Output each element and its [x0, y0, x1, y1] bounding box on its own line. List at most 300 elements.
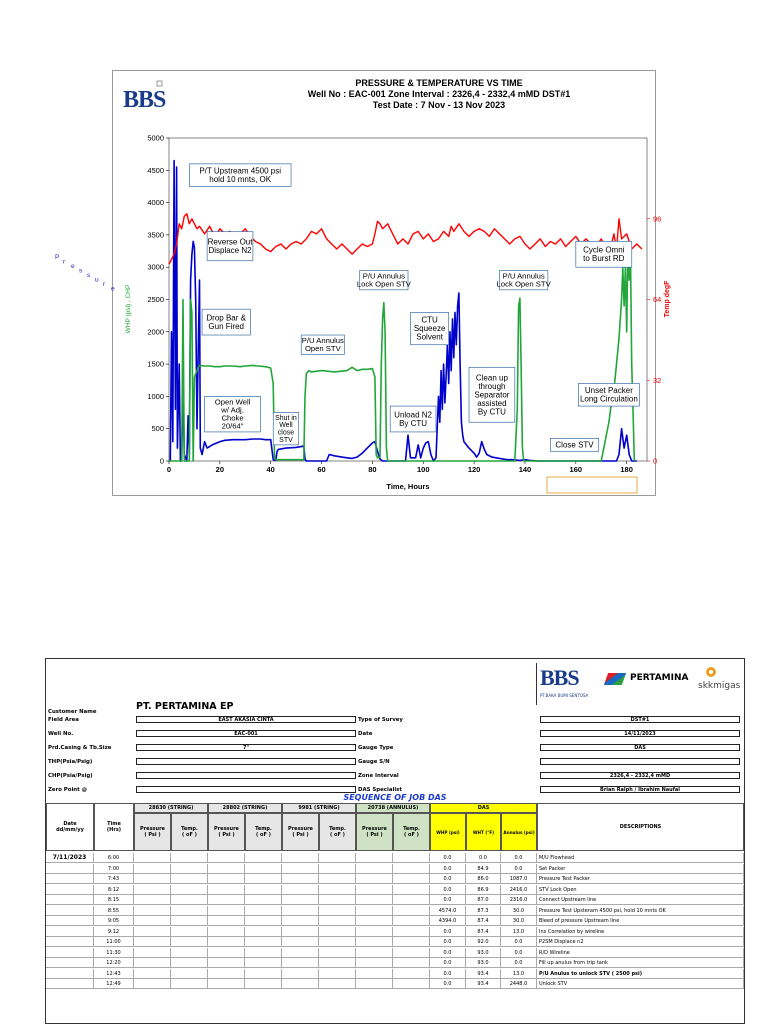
- y-tick-label: 4500: [147, 165, 164, 175]
- row-cell: [208, 948, 245, 958]
- chart-subtitle: Well No : EAC-001 Zone Interval : 2326,4 - 2332,4 mMD DST#1: [307, 89, 571, 99]
- x-tick-label: 160: [569, 465, 583, 474]
- field-label: Customer Name: [48, 709, 97, 715]
- y2-tick-label: 0: [653, 456, 658, 466]
- row-description: Fill up anulus from trip tank: [537, 958, 744, 968]
- field-label: Zero Point @: [48, 787, 87, 793]
- row-cell: [282, 853, 319, 863]
- row-time: 8:15: [94, 895, 134, 905]
- annotation-text: By CTU: [477, 407, 506, 417]
- row-cell: [208, 885, 245, 895]
- row-cell: [134, 864, 171, 874]
- row-cell: [319, 969, 356, 979]
- field-label: Gauge S/N: [358, 759, 390, 765]
- legend-placeholder-box: [547, 477, 637, 493]
- y2-tick-label: 32: [653, 375, 662, 385]
- row-annulus: 0.0: [501, 948, 537, 958]
- row-time: 7:00: [94, 864, 134, 874]
- field-label: Zone Interval: [358, 773, 399, 779]
- table-row: [46, 885, 744, 895]
- table-row: [46, 979, 744, 989]
- row-cell: [208, 864, 245, 874]
- x-tick-label: 40: [266, 465, 275, 474]
- header-gauge: 20738 (ANNULUS): [356, 803, 430, 813]
- row-cell: [245, 927, 282, 937]
- pressure-temperature-chart: [55, 71, 671, 497]
- header-subcol: Pressure ( Psi ): [282, 813, 319, 851]
- row-cell: [245, 895, 282, 905]
- row-cell: [245, 979, 282, 989]
- row-time: 11:00: [94, 937, 134, 947]
- row-date: [46, 895, 94, 905]
- row-date: [46, 948, 94, 958]
- annotation-text: Displace N2: [208, 246, 252, 256]
- row-cell: [134, 853, 171, 863]
- row-cell: [356, 948, 393, 958]
- row-description: Pressure Test Upsteram 4500 psi, hold 10 mnts OK: [537, 906, 744, 916]
- y-tick-label: 0: [159, 456, 164, 466]
- field-value: 7": [136, 744, 356, 751]
- row-date: [46, 958, 94, 968]
- row-cell: [171, 916, 208, 926]
- annotation-text: Gun Fired: [208, 321, 244, 331]
- row-cell: [356, 958, 393, 968]
- row-cell: [134, 948, 171, 958]
- row-date: 7/11/2023: [46, 853, 94, 863]
- row-description: STV Lock Open: [537, 885, 744, 895]
- field-label: Well No.: [48, 731, 74, 737]
- y2-tick-label: 96: [653, 214, 662, 224]
- field-label: DAS Specialist: [358, 787, 402, 793]
- row-wht: 93.0: [466, 948, 501, 958]
- pertamina-logo-icon: [604, 673, 626, 685]
- annotation-text: Choke: [221, 413, 244, 423]
- y-axis-label-annulus: WHP (psi) , CHP: [125, 284, 132, 334]
- row-cell: [282, 937, 319, 947]
- row-time: 7:43: [94, 874, 134, 884]
- row-wht: 93.0: [466, 958, 501, 968]
- row-cell: [393, 969, 430, 979]
- annotation-text: Lock Open STV: [356, 279, 411, 289]
- row-cell: [245, 948, 282, 958]
- row-date: [46, 969, 94, 979]
- row-annulus: 0.0: [501, 864, 537, 874]
- row-cell: [134, 937, 171, 947]
- row-whp: 0.0: [430, 948, 466, 958]
- row-cell: [319, 916, 356, 926]
- annotation-text: Open Well: [214, 397, 251, 407]
- y-axis-label-char: u: [95, 276, 99, 284]
- header-subcol: Temp. ( oF ): [393, 813, 430, 851]
- bbs-sheet-sub: PT.BAKA BUMI SENTOSA: [540, 693, 589, 698]
- row-description: P/U Anulus to unlock STV ( 2500 psi): [537, 969, 744, 979]
- header-date: Date dd/mm/yy: [46, 803, 94, 851]
- row-date: [46, 864, 94, 874]
- row-date: [46, 906, 94, 916]
- row-cell: [282, 885, 319, 895]
- row-whp: 0.0: [430, 853, 466, 863]
- annotation-text: Well: [279, 422, 293, 430]
- table-row: [46, 958, 744, 968]
- row-whp: 0.0: [430, 979, 466, 989]
- y-tick-label: 1500: [147, 359, 164, 369]
- row-time: 9:12: [94, 927, 134, 937]
- row-description: M/U Flowhead: [537, 853, 744, 863]
- row-whp: 4574.0: [430, 906, 466, 916]
- row-cell: [208, 895, 245, 905]
- header-descriptions: DESCRIPTIONS: [537, 803, 744, 851]
- row-wht: 87.4: [466, 927, 501, 937]
- row-time: 12:49: [94, 979, 134, 989]
- row-cell: [356, 979, 393, 989]
- y-tick-label: 500: [151, 424, 164, 434]
- annotation-text: Long Circulation: [579, 394, 638, 404]
- row-cell: [393, 927, 430, 937]
- row-cell: [356, 916, 393, 926]
- row-cell: [282, 927, 319, 937]
- row-cell: [282, 958, 319, 968]
- row-annulus: 0.0: [501, 937, 537, 947]
- y-axis-label-char: s: [87, 272, 91, 279]
- row-description: Bleed of pressure Upstream line: [537, 916, 744, 926]
- row-cell: [319, 937, 356, 947]
- row-whp: 0.0: [430, 874, 466, 884]
- row-cell: [282, 916, 319, 926]
- row-whp: 4394.0: [430, 916, 466, 926]
- field-label: Prd.Casing & Tb.Size: [48, 745, 112, 751]
- x-tick-label: 140: [518, 465, 532, 474]
- table-row: [46, 864, 744, 874]
- table-row: [46, 948, 744, 958]
- row-annulus: 2316.0: [501, 895, 537, 905]
- x-axis-label: Time, Hours: [386, 482, 430, 491]
- y-tick-label: 3000: [147, 262, 164, 272]
- annotation-text: w/ Adj.: [221, 405, 244, 415]
- row-cell: [319, 853, 356, 863]
- row-cell: [134, 916, 171, 926]
- job-sequence-sheet: [45, 658, 745, 1024]
- row-cell: [356, 927, 393, 937]
- annotation-text: P/U Annulus: [301, 336, 344, 346]
- row-cell: [393, 906, 430, 916]
- row-cell: [208, 969, 245, 979]
- row-cell: [282, 906, 319, 916]
- y2-tick-label: 64: [653, 295, 662, 304]
- row-cell: [208, 916, 245, 926]
- row-date: [46, 874, 94, 884]
- header-das: DAS: [430, 803, 537, 813]
- row-wht: 93.4: [466, 969, 501, 979]
- y-tick-label: 3500: [147, 230, 164, 240]
- row-time: 6:00: [94, 853, 134, 863]
- pertamina-logo: PERTAMINA: [630, 673, 689, 683]
- field-value: [540, 758, 740, 765]
- row-date: [46, 937, 94, 947]
- row-cell: [393, 895, 430, 905]
- y2-axis-label: Temp degF: [664, 280, 671, 318]
- row-cell: [171, 864, 208, 874]
- field-value: 2326,4 - 2332,4 mMD: [540, 772, 740, 779]
- row-date: [46, 927, 94, 937]
- row-time: 12:20: [94, 958, 134, 968]
- row-cell: [319, 948, 356, 958]
- annotation-text: through: [478, 381, 506, 391]
- header-subcol: Pressure ( Psi ): [134, 813, 171, 851]
- row-annulus: 13.0: [501, 927, 537, 937]
- row-annulus: 13.0: [501, 969, 537, 979]
- x-tick-label: 180: [620, 465, 633, 474]
- row-cell: [245, 958, 282, 968]
- row-cell: [393, 948, 430, 958]
- header-gauge: 28830 (STRING): [134, 803, 208, 813]
- annotation-text: Unload N2: [394, 410, 432, 420]
- header-gauge: 9981 (STRING): [282, 803, 356, 813]
- x-tick-label: 80: [368, 465, 377, 474]
- row-cell: [171, 895, 208, 905]
- row-cell: [356, 895, 393, 905]
- annotation-text: 20/64": [221, 421, 244, 431]
- row-cell: [134, 895, 171, 905]
- table-row: [46, 895, 744, 905]
- row-cell: [245, 874, 282, 884]
- row-whp: 0.0: [430, 958, 466, 968]
- row-cell: [356, 906, 393, 916]
- row-whp: 0.0: [430, 864, 466, 874]
- row-annulus: 0.0: [501, 853, 537, 863]
- row-cell: [171, 937, 208, 947]
- row-cell: [134, 885, 171, 895]
- row-cell: [393, 864, 430, 874]
- field-value: [136, 772, 356, 779]
- field-value: DAS: [540, 744, 740, 751]
- row-wht: 92.0: [466, 937, 501, 947]
- row-description: Ins Correlation by wireline: [537, 927, 744, 937]
- field-value: DST#1: [540, 716, 740, 723]
- row-annulus: 1087.0: [501, 874, 537, 884]
- table-row: [46, 969, 744, 979]
- row-cell: [356, 885, 393, 895]
- table-row: [46, 874, 744, 884]
- annotation-text: Open STV: [304, 344, 341, 354]
- row-description: Unlock STV: [537, 979, 744, 989]
- row-cell: [393, 958, 430, 968]
- table-row: [46, 853, 744, 863]
- table-row: [46, 906, 744, 916]
- field-value: [136, 758, 356, 765]
- row-whp: 0.0: [430, 885, 466, 895]
- row-cell: [393, 853, 430, 863]
- row-whp: 0.0: [430, 927, 466, 937]
- row-wht: 84.9: [466, 864, 501, 874]
- row-cell: [393, 916, 430, 926]
- row-annulus: 2448.0: [501, 979, 537, 989]
- row-wht: 93.4: [466, 979, 501, 989]
- row-cell: [282, 874, 319, 884]
- row-cell: [282, 948, 319, 958]
- y-tick-label: 4000: [147, 198, 164, 208]
- row-cell: [134, 969, 171, 979]
- row-cell: [245, 906, 282, 916]
- row-cell: [319, 906, 356, 916]
- header-subcol: Pressure ( Psi ): [208, 813, 245, 851]
- field-value: Brian Ralph / Ibrahim Naufal: [540, 786, 740, 793]
- row-cell: [208, 979, 245, 989]
- row-cell: [134, 979, 171, 989]
- y-tick-label: 5000: [147, 133, 164, 143]
- field-label: Field Area: [48, 717, 79, 723]
- row-time: 9:05: [94, 916, 134, 926]
- y-axis-label-char: s: [79, 267, 83, 275]
- row-cell: [171, 948, 208, 958]
- skk-logo-icon: [706, 667, 716, 677]
- row-cell: [319, 895, 356, 905]
- row-cell: [282, 895, 319, 905]
- row-whp: 0.0: [430, 969, 466, 979]
- row-cell: [171, 906, 208, 916]
- row-cell: [245, 864, 282, 874]
- annotation-text: Squeeze: [413, 324, 446, 334]
- row-cell: [282, 979, 319, 989]
- annotation-text: By CTU: [399, 418, 428, 428]
- x-tick-label: 60: [317, 465, 326, 474]
- row-cell: [134, 906, 171, 916]
- y-axis-label-char: r: [63, 258, 66, 266]
- header-subcol: Temp. ( oF ): [319, 813, 356, 851]
- row-description: Pressure Test Packer: [537, 874, 744, 884]
- row-cell: [282, 969, 319, 979]
- header-das-sub: WHT (°F): [466, 813, 501, 851]
- row-cell: [134, 874, 171, 884]
- x-tick-label: 120: [467, 465, 481, 474]
- y-axis-label-char: P: [55, 254, 60, 261]
- annotation-text: Close STV: [555, 440, 594, 450]
- row-time: 11:30: [94, 948, 134, 958]
- field-value: [136, 786, 356, 793]
- chart-title: PRESSURE & TEMPERATURE VS TIME: [355, 78, 523, 88]
- row-cell: [245, 853, 282, 863]
- field-label: THP(Psia/Psig): [48, 759, 93, 765]
- bbs-sheet-logo: BBS: [540, 665, 579, 690]
- row-cell: [356, 864, 393, 874]
- row-cell: [171, 853, 208, 863]
- row-cell: [356, 853, 393, 863]
- row-cell: [208, 958, 245, 968]
- annotation-text: Reverse Out: [207, 237, 253, 247]
- row-description: Connect Upstream line: [537, 895, 744, 905]
- row-description: Set Packer: [537, 864, 744, 874]
- row-cell: [171, 958, 208, 968]
- header-subcol: Temp. ( oF ): [171, 813, 208, 851]
- row-date: [46, 979, 94, 989]
- row-cell: [319, 927, 356, 937]
- row-cell: [393, 937, 430, 947]
- row-cell: [171, 979, 208, 989]
- annotation-text: Shut in: [275, 414, 297, 422]
- bbs-logo: BBS: [123, 87, 166, 113]
- row-cell: [208, 937, 245, 947]
- table-row: [46, 937, 744, 947]
- row-wht: 0.0: [466, 853, 501, 863]
- row-cell: [245, 885, 282, 895]
- row-cell: [319, 958, 356, 968]
- row-cell: [319, 874, 356, 884]
- row-cell: [356, 874, 393, 884]
- header-time: Time (Hrs): [94, 803, 134, 851]
- chart-frame: [55, 70, 671, 496]
- field-label: CHP(Psia/Psig): [48, 773, 93, 779]
- logo-mark-icon: [157, 81, 162, 86]
- y-axis-label-char: e: [71, 263, 75, 270]
- row-date: [46, 885, 94, 895]
- row-cell: [356, 969, 393, 979]
- row-cell: [208, 853, 245, 863]
- annotation-text: hold 10 mnts, OK: [209, 174, 272, 184]
- row-cell: [171, 874, 208, 884]
- field-label: Gauge Type: [358, 745, 394, 751]
- annotation-text: to Burst RD: [583, 254, 625, 264]
- x-tick-label: 100: [416, 465, 430, 474]
- field-value: 14/11/2023: [540, 730, 740, 737]
- annotation-text: Unset Packer: [584, 386, 633, 396]
- section-title: SEQUENCE OF JOB DAS: [343, 793, 447, 802]
- field-value: EAST AKASIA CINTA: [136, 716, 356, 723]
- logo-divider: [536, 663, 537, 705]
- row-cell: [171, 885, 208, 895]
- y-tick-label: 1000: [147, 391, 164, 401]
- annotation-text: P/U Annulus: [362, 271, 405, 281]
- row-annulus: 0.0: [501, 958, 537, 968]
- row-whp: 0.0: [430, 937, 466, 947]
- x-tick-label: 20: [215, 465, 225, 474]
- header-subcol: Temp. ( oF ): [245, 813, 282, 851]
- field-label: Type of Survey: [358, 717, 403, 723]
- row-wht: 87.4: [466, 916, 501, 926]
- row-annulus: 2416.0: [501, 885, 537, 895]
- field-value: EAC-001: [136, 730, 356, 737]
- row-cell: [356, 937, 393, 947]
- row-cell: [319, 979, 356, 989]
- y-axis-label-char: r: [103, 281, 106, 288]
- annotation-text: Lock Open STV: [496, 279, 551, 289]
- row-time: 8:55: [94, 906, 134, 916]
- row-wht: 87.3: [466, 906, 501, 916]
- annotation-text: Clean up: [475, 373, 508, 383]
- header-das-sub: Annulus (psi): [501, 813, 537, 851]
- annotation-text: Separator: [474, 390, 510, 400]
- row-annulus: 30.0: [501, 906, 537, 916]
- row-cell: [245, 969, 282, 979]
- annotation-text: Solvent: [416, 332, 443, 342]
- annotation-text: STV: [279, 436, 293, 444]
- row-description: P2SM Displace n2: [537, 937, 744, 947]
- skkmigas-logo: skkmigas: [698, 681, 741, 691]
- row-cell: [245, 937, 282, 947]
- annotation-text: P/T Upstream 4500 psi: [199, 166, 282, 176]
- header-das-sub: WHP (psi): [430, 813, 466, 851]
- row-time: 12:43: [94, 969, 134, 979]
- row-wht: 86.0: [466, 874, 501, 884]
- row-cell: [208, 874, 245, 884]
- row-cell: [282, 864, 319, 874]
- row-cell: [208, 906, 245, 916]
- row-wht: 87.0: [466, 895, 501, 905]
- annotation-text: Drop Bar &: [206, 313, 246, 323]
- chart-subtitle-2: Test Date : 7 Nov - 13 Nov 2023: [372, 100, 506, 110]
- annotation-text: close: [277, 429, 295, 437]
- row-cell: [245, 916, 282, 926]
- row-cell: [134, 958, 171, 968]
- x-tick-label: 0: [166, 465, 172, 474]
